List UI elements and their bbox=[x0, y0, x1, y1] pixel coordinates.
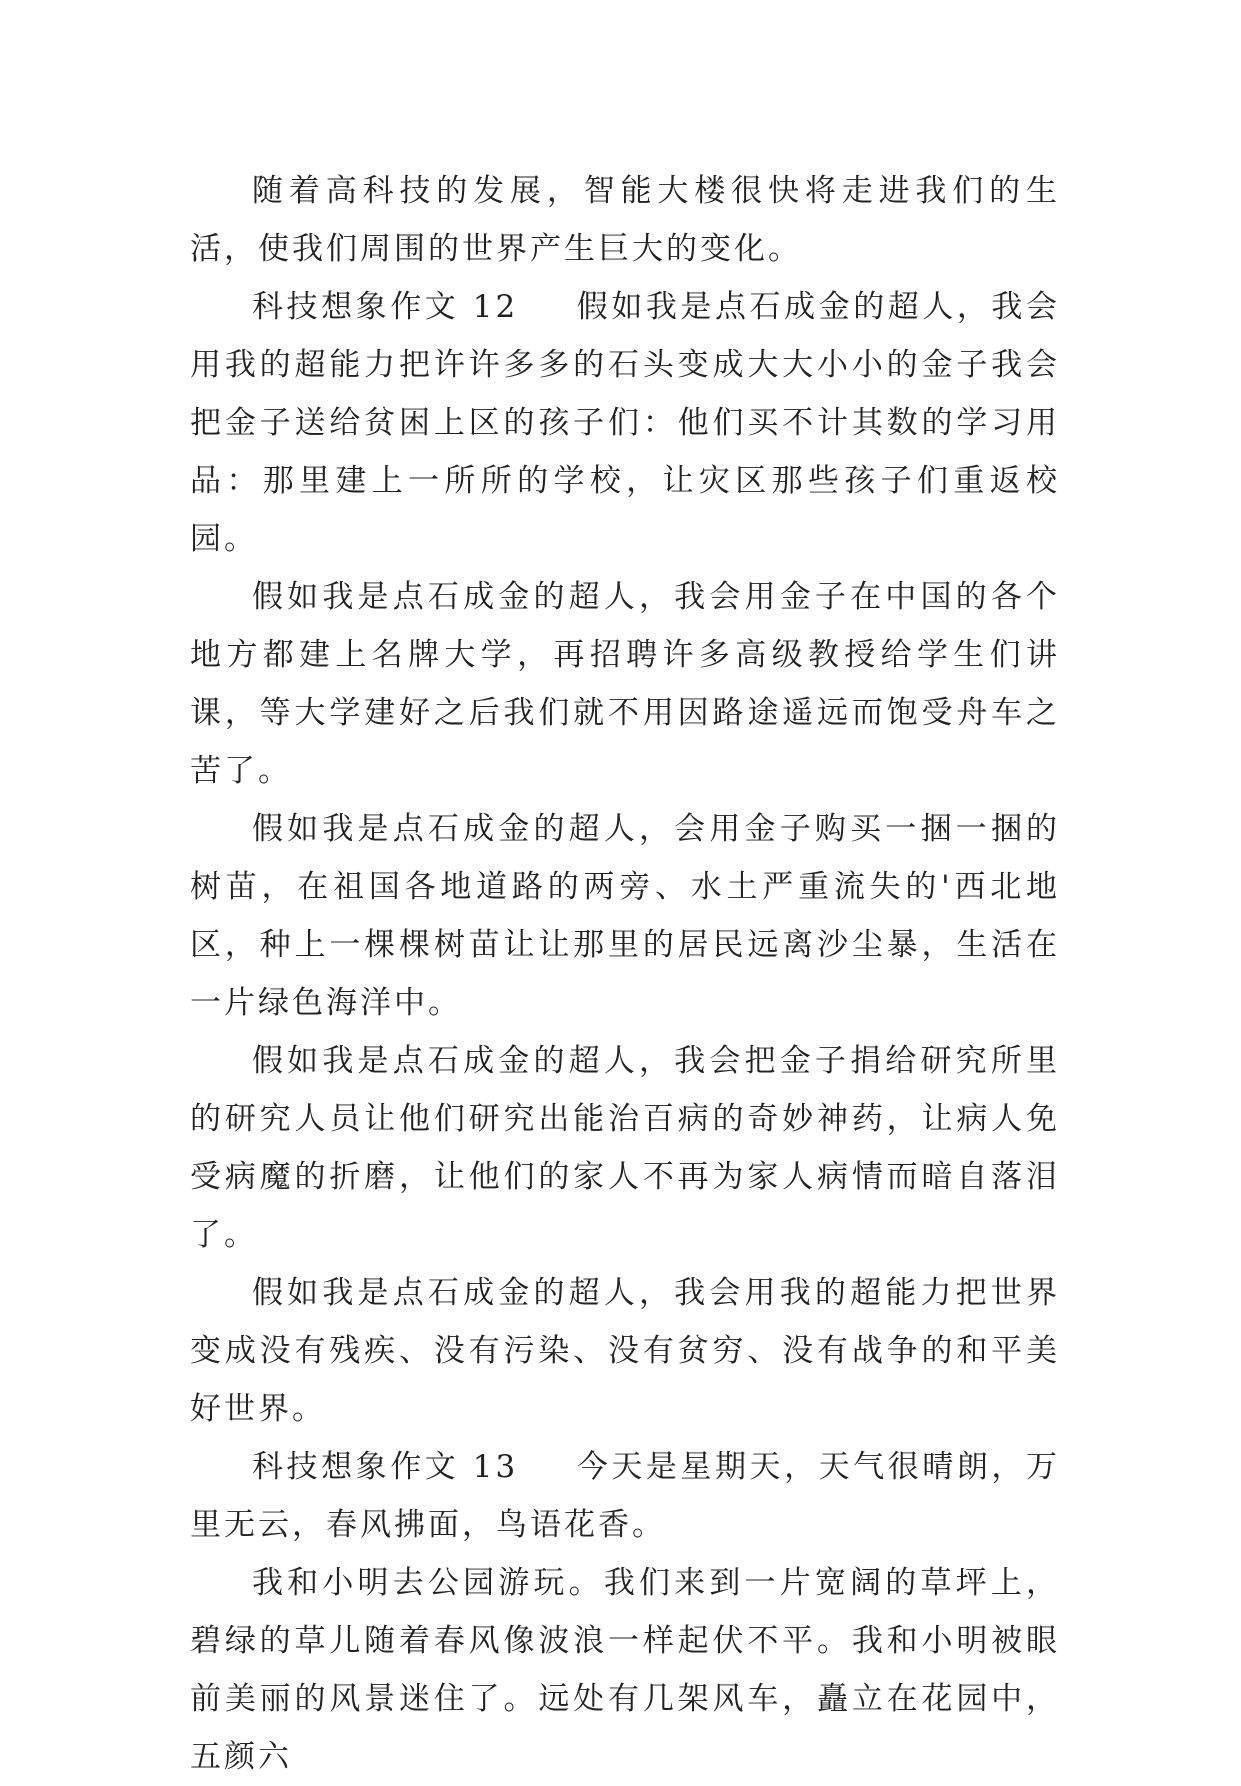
paragraph-text: 假如我是点石成金的超人，我会用我的超能力把许许多多的石头变成大大小小的金子我会把金子送给贫困上区的孩子们：他们买不计其数的学习用品：那里建上一所所的学校，让灾区那些孩子们重返校园。 bbox=[190, 289, 1060, 557]
paragraph-text: 假如我是点石成金的超人，我会把金子捐给研究所里的研究人员让他们研究出能治百病的奇妙神药，让病人免受病魔的折磨，让他们的家人不再为家人病情而暗自落泪了。 bbox=[190, 1043, 1060, 1253]
paragraph-2 bbox=[190, 278, 1060, 568]
paragraph-7 bbox=[190, 1438, 1060, 1554]
paragraph-3 bbox=[190, 568, 1060, 800]
document-body bbox=[190, 162, 1060, 1786]
paragraph-text: 今天是星期天，天气很晴朗，万里无云，春风拂面，鸟语花香。 bbox=[190, 1449, 1060, 1543]
essay-heading-12: 科技想象作文 12 bbox=[252, 289, 519, 325]
paragraph-text: 随着高科技的发展，智能大楼很快将走进我们的生活，使我们周围的世界产生巨大的变化。 bbox=[190, 173, 1060, 267]
paragraph-5 bbox=[190, 1032, 1060, 1264]
paragraph-text: 假如我是点石成金的超人，我会用我的超能力把世界变成没有残疾、没有污染、没有贫穷、没有战争的和平美好世界。 bbox=[190, 1275, 1060, 1427]
paragraph-text: 假如我是点石成金的超人，会用金子购买一捆一捆的树苗，在祖国各地道路的两旁、水土严重流失的'西北地区，种上一棵棵树苗让让那里的居民远离沙尘暴，生活在一片绿色海洋中。 bbox=[190, 811, 1060, 1021]
paragraph-1 bbox=[190, 162, 1060, 278]
paragraph-4 bbox=[190, 800, 1060, 1032]
essay-heading-13: 科技想象作文 13 bbox=[252, 1449, 519, 1485]
paragraph-6 bbox=[190, 1264, 1060, 1438]
paragraph-8 bbox=[190, 1554, 1060, 1786]
paragraph-text: 我和小明去公园游玩。我们来到一片宽阔的草坪上，碧绿的草儿随着春风像波浪一样起伏不平。我和小明被眼前美丽的风景迷住了。远处有几架风车，矗立在花园中，五颜六 bbox=[190, 1565, 1060, 1775]
paragraph-text: 假如我是点石成金的超人，我会用金子在中国的各个地方都建上名牌大学，再招聘许多高级教授给学生们讲课，等大学建好之后我们就不用因路途遥远而饱受舟车之苦了。 bbox=[190, 579, 1060, 789]
